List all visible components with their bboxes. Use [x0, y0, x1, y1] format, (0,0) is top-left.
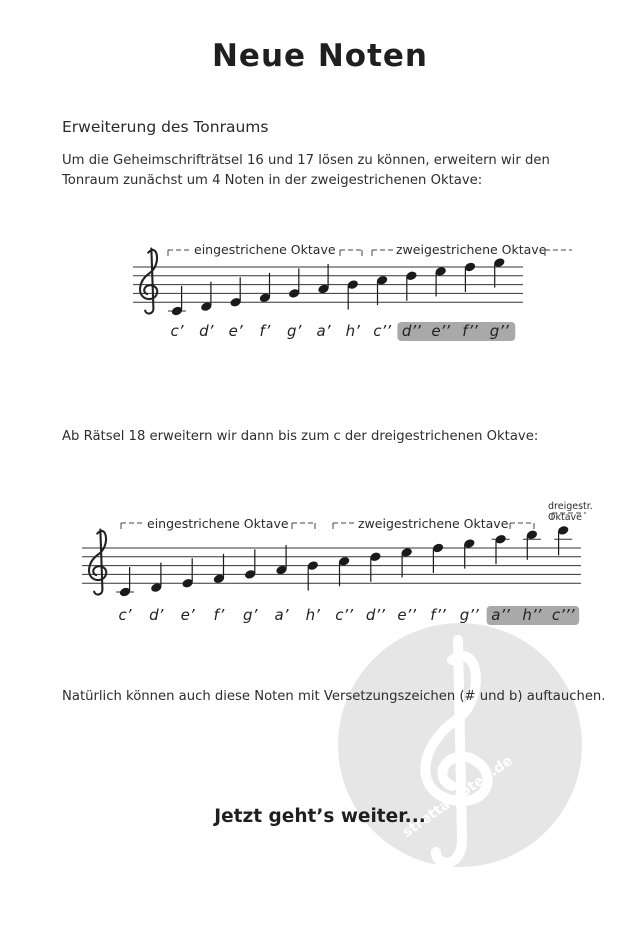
treble-clef-path [89, 530, 106, 595]
note-name: g’’ [489, 322, 509, 340]
note-name: g’ [243, 606, 258, 624]
staff-1 [0, 238, 640, 358]
treble-clef-path [140, 249, 157, 314]
note-name: h’ [345, 322, 360, 340]
octave-label-zweigestrichene: zweigestrichene Oktave [396, 242, 547, 257]
note-name: f’’ [462, 322, 478, 340]
intro-paragraph: Um die Geheimschrifträtsel 16 und 17 lösen zu können, erweitern wir den Tonraum zunächst um 4 Noten in der zweigestrichenen Oktave: [62, 153, 550, 188]
note-name: c’ [118, 606, 132, 624]
note-name: h’’ [522, 606, 542, 624]
note-name: c’ [170, 322, 184, 340]
note-name: d’’ [365, 606, 385, 624]
note-name: h’ [305, 606, 320, 624]
top-octave-label-line2: Oktave [548, 512, 582, 523]
note-name: a’’ [491, 606, 510, 624]
note-name: d’ [199, 322, 214, 340]
note-name: a’ [274, 606, 289, 624]
section-heading: Erweiterung des Tonraums [62, 118, 269, 136]
note-name: g’ [287, 322, 302, 340]
page-title: Neue Noten [211, 38, 428, 74]
watermark-text: stretta-noten.de [399, 752, 516, 841]
closing-paragraph: Natürlich können auch diese Noten mit Versetzungszeichen (# und b) auftauchen. [62, 689, 606, 704]
note-name: f’ [259, 322, 271, 340]
note-name: e’’ [431, 322, 451, 340]
note-name: a’ [316, 322, 331, 340]
note-name: c’’ [335, 606, 353, 624]
octave-label-zweigestrichene: zweigestrichene Oktave [358, 516, 509, 531]
footer-text: Jetzt geht’s weiter... [214, 806, 426, 827]
staff-2 [0, 492, 640, 632]
treble-clef-icon [89, 530, 106, 595]
octave-label-eingestrichene: eingestrichene Oktave [147, 516, 289, 531]
top-octave-label-line1: dreigestr. [548, 501, 593, 512]
octave-label-eingestrichene: eingestrichene Oktave [194, 242, 336, 257]
note-name: c’’ [373, 322, 391, 340]
note-name: f’ [213, 606, 225, 624]
note-name: c’’’ [551, 606, 575, 624]
note-name: g’’ [459, 606, 479, 624]
note-name: d’ [149, 606, 164, 624]
note-name: e’ [180, 606, 195, 624]
note-name: d’’ [401, 322, 421, 340]
treble-clef-icon [140, 249, 157, 314]
note-name: e’ [228, 322, 243, 340]
note-name: f’’ [430, 606, 446, 624]
note-name: e’’ [397, 606, 417, 624]
paragraph-2: Ab Rätsel 18 erweitern wir dann bis zum c der dreigestrichenen Oktave: [62, 429, 539, 444]
